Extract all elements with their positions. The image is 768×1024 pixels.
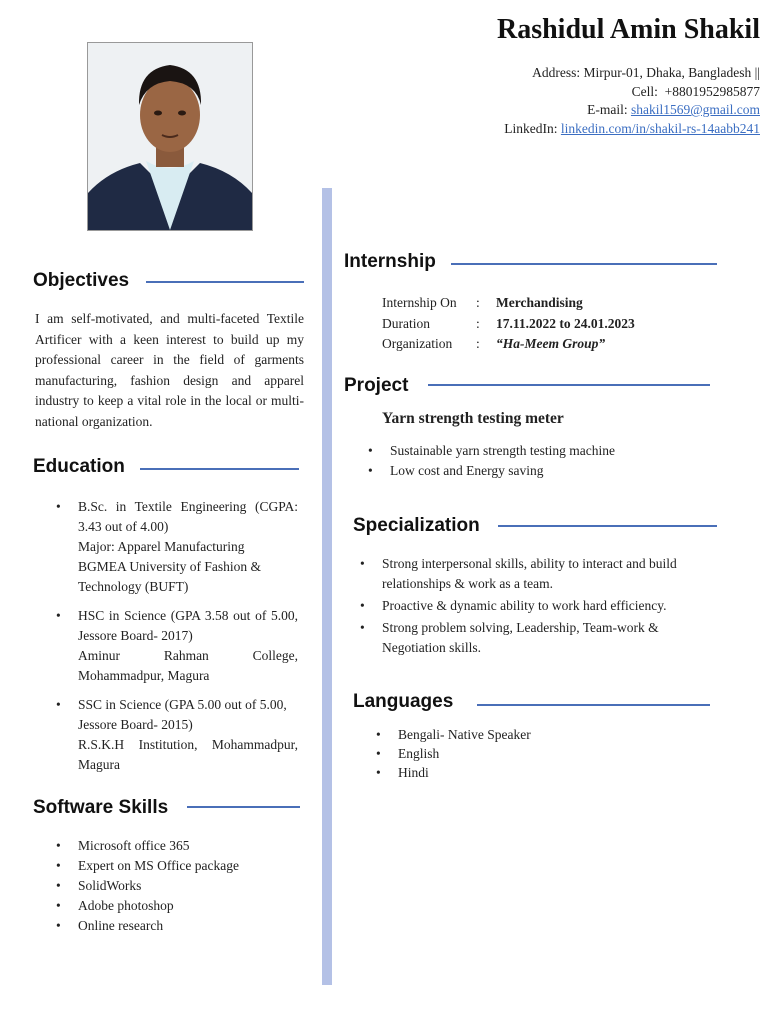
address-value: Mirpur-01, Dhaka, Bangladesh ||	[583, 65, 760, 80]
software-skill-item: • Expert on MS Office package	[56, 858, 239, 873]
education-list	[56, 497, 298, 784]
language-item: • Bengali- Native Speaker	[376, 727, 531, 742]
education-degree: SSC in Science (GPA 5.00 out of 5.00, Jessore Board- 2015)	[78, 697, 287, 732]
objectives-rule	[146, 281, 304, 283]
column-divider-bar	[322, 188, 332, 985]
specialization-list	[360, 554, 717, 658]
internship-value: “Ha-Meem Group”	[496, 336, 606, 351]
education-degree: HSC in Science (GPA 3.58 out of 5.00, Jessore Board- 2017)	[78, 608, 298, 643]
address-label: Address:	[532, 65, 581, 80]
specialization-heading: Specialization	[353, 515, 480, 536]
specialization-item-text: Strong problem solving, Leadership, Team-work & Negotiation skills.	[382, 620, 659, 655]
software-skill-text: Microsoft office 365	[78, 838, 190, 853]
software-skill-item: • Microsoft office 365	[56, 838, 190, 853]
education-degree: B.Sc. in Textile Engineering (CGPA: 3.43 out of 4.00)	[78, 499, 298, 534]
objectives-heading: Objectives	[33, 270, 130, 291]
internship-row: Duration : 17.11.2022 to 24.01.2023	[382, 314, 722, 335]
software-skill-item: • SolidWorks	[56, 878, 142, 893]
specialization-item-text: Strong interpersonal skills, ability to interact and build relationships & work as a team.	[382, 556, 677, 591]
software-skills-rule	[187, 806, 300, 808]
address-line	[504, 64, 760, 83]
specialization-item-text: Proactive & dynamic ability to work hard efficiency.	[382, 598, 667, 613]
software-skill-text: Online research	[78, 918, 164, 933]
cell-line	[504, 83, 760, 102]
specialization-item: • Strong interpersonal skills, ability to interact and build relationships & work as a team.	[360, 556, 677, 591]
education-institution: R.S.K.H Institution, Mohammadpur, Magura	[78, 737, 298, 772]
education-rule	[140, 468, 299, 470]
internship-key: Organization	[382, 336, 453, 351]
internship-row: Organization : “Ha-Meem Group”	[382, 334, 722, 355]
internship-heading: Internship	[344, 251, 436, 272]
email-label: E-mail:	[587, 102, 628, 117]
objectives-text: I am self-motivated, and multi-faceted Textile Artificer with a keen interest to build up my professional career in the field of garments manufacturing, fashion design and apparel industry to keep a vital role in the local or multi-national organization.	[35, 311, 304, 429]
education-institution: BGMEA University of Fashion & Technology (BUFT)	[78, 559, 262, 594]
software-skill-item: • Online research	[56, 918, 164, 933]
internship-details	[382, 293, 722, 355]
internship-key: Duration	[382, 315, 430, 331]
software-skills-list	[56, 836, 308, 936]
contact-block	[504, 64, 760, 138]
education-item-bsc: • B.Sc. in Textile Engineering (CGPA: 3.43 out of 4.00) Major: Apparel Manufacturing BGMEA University of Fashion & Technology (BUFT)	[78, 497, 298, 597]
languages-heading: Languages	[353, 691, 454, 712]
specialization-item: • Strong problem solving, Leadership, Team-work & Negotiation skills.	[360, 620, 659, 655]
specialization-rule	[498, 525, 717, 527]
education-major: Major: Apparel Manufacturing	[78, 539, 245, 554]
project-list	[368, 441, 730, 481]
internship-value: 17.11.2022 to 24.01.2023	[496, 315, 635, 331]
project-heading: Project	[344, 375, 409, 396]
email-link[interactable]: shakil1569@gmail.com	[630, 102, 760, 117]
education-heading: Education	[33, 456, 125, 477]
profile-photo-illustration	[88, 43, 252, 230]
linkedin-link[interactable]: linkedin.com/in/shakil-rs-14aabb241	[560, 120, 760, 136]
internship-row: Internship On : Merchandising	[382, 293, 722, 314]
project-item: • Low cost and Energy saving	[368, 463, 544, 478]
language-item: • Hindi	[376, 765, 429, 780]
specialization-item: • Proactive & dynamic ability to work hard efficiency.	[360, 598, 667, 613]
software-skill-text: Adobe photoshop	[78, 898, 174, 913]
internship-key: Internship On	[382, 295, 457, 310]
language-text: Bengali- Native Speaker	[398, 727, 531, 742]
linkedin-line	[504, 120, 760, 139]
software-skill-text: SolidWorks	[78, 878, 142, 893]
language-item: • English	[376, 746, 440, 761]
candidate-name: Rashidul Amin Shakil	[496, 14, 760, 45]
internship-value: Merchandising	[496, 295, 583, 310]
software-skills-heading: Software Skills	[33, 797, 169, 818]
project-item-text: Low cost and Energy saving	[390, 463, 544, 478]
cell-value: +8801952985877	[664, 83, 760, 99]
software-skill-text: Expert on MS Office package	[78, 858, 239, 873]
languages-rule	[477, 704, 710, 706]
education-item-ssc: • SSC in Science (GPA 5.00 out of 5.00, Jessore Board- 2015) R.S.K.H Institution, Mohammadpur, Magura	[78, 695, 298, 775]
email-line	[504, 101, 760, 120]
profile-photo	[87, 42, 253, 231]
languages-list	[376, 725, 698, 782]
cell-label: Cell:	[631, 83, 658, 99]
education-institution: Aminur Rahman College, Mohammadpur, Magura	[78, 648, 298, 683]
language-text: English	[398, 746, 440, 761]
education-item-hsc: • HSC in Science (GPA 3.58 out of 5.00, Jessore Board- 2017) Aminur Rahman College, Mohammadpur, Magura	[78, 606, 298, 686]
internship-rule	[451, 263, 717, 265]
linkedin-label: LinkedIn:	[504, 120, 558, 136]
language-text: Hindi	[398, 765, 429, 780]
software-skill-item: • Adobe photoshop	[56, 898, 174, 913]
project-item-text: Sustainable yarn strength testing machine	[390, 443, 615, 458]
project-name: Yarn strength testing meter	[382, 410, 564, 427]
project-rule	[428, 384, 710, 386]
project-item: • Sustainable yarn strength testing machine	[368, 443, 615, 458]
